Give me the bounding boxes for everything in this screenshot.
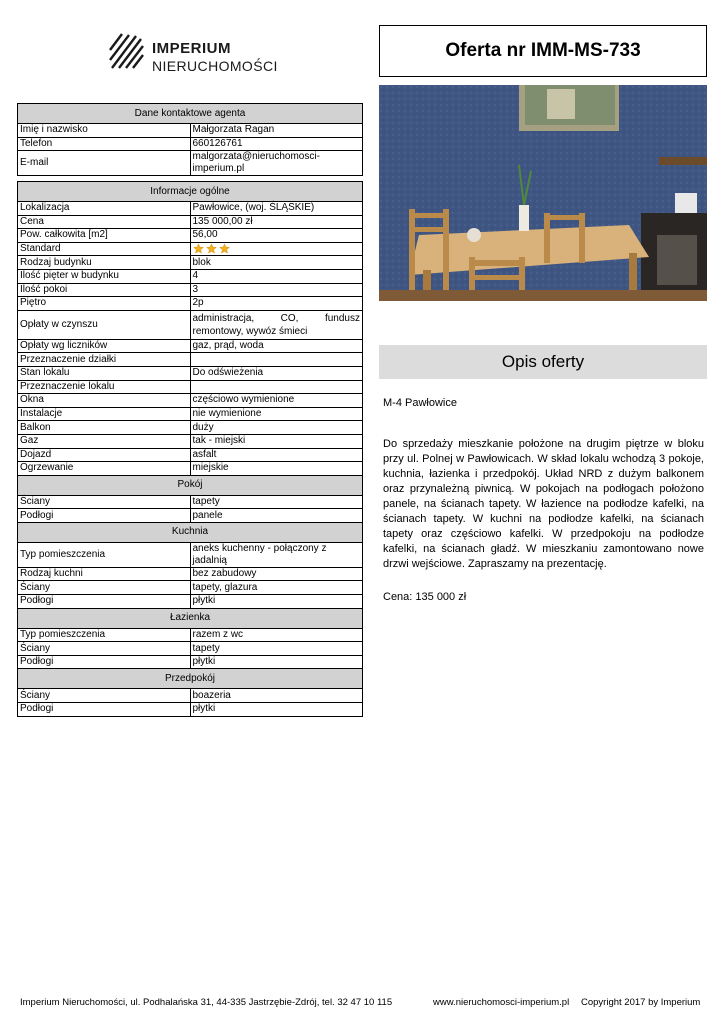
- row-label: Ogrzewanie: [18, 462, 191, 476]
- row-value: duży: [190, 421, 363, 435]
- row-value: Małgorzata Ragan: [190, 124, 363, 138]
- row-label: Rodzaj kuchni: [18, 567, 191, 581]
- row-value: panele: [190, 509, 363, 523]
- row-label: Typ pomieszczenia: [18, 628, 191, 642]
- row-label: Rodzaj budynku: [18, 256, 191, 270]
- row-label: Balkon: [18, 421, 191, 435]
- row-label: Gaz: [18, 434, 191, 448]
- table-row: [18, 567, 363, 581]
- footer-copyright: Copyright 2017 by Imperium: [581, 997, 701, 1008]
- row-label: Podłogi: [18, 509, 191, 523]
- row-value: płytki: [190, 595, 363, 609]
- table-row: [18, 151, 363, 176]
- table-row: [18, 229, 363, 243]
- row-value: tapety, glazura: [190, 581, 363, 595]
- star-icon: [193, 243, 204, 254]
- table-row: [18, 310, 363, 339]
- row-label: Ściany: [18, 642, 191, 656]
- row-label: Okna: [18, 394, 191, 408]
- footer-address: Imperium Nieruchomości, ul. Podhalańska 31, 44-335 Jastrzębie-Zdrój, tel. 32 47 10 115: [20, 997, 393, 1008]
- row-value: tapety: [190, 495, 363, 509]
- company-logo: [108, 30, 278, 78]
- row-label: Stan lokalu: [18, 366, 191, 380]
- table-row: [18, 283, 363, 297]
- table-row: [18, 339, 363, 353]
- row-label: Cena: [18, 215, 191, 229]
- table-row: [18, 297, 363, 311]
- description-header: Opis oferty: [379, 345, 707, 379]
- row-value: 135 000,00 zł: [190, 215, 363, 229]
- row-label: Ilość pięter w budynku: [18, 269, 191, 283]
- room-section-header: Łazienka: [18, 608, 363, 628]
- logo-stripes-icon: [108, 30, 148, 74]
- row-value: administracja, CO, fundusz remontowy, wywóz śmieci: [190, 310, 363, 339]
- star-icon: [219, 243, 230, 254]
- table-row: [18, 689, 363, 703]
- table-row: [18, 394, 363, 408]
- row-label: Lokalizacja: [18, 202, 191, 216]
- row-value: aneks kuchenny - połączony z jadalnią: [190, 542, 363, 567]
- room-section-header: Kuchnia: [18, 522, 363, 542]
- table-row: [18, 137, 363, 151]
- description-subtitle: M-4 Pawłowice: [383, 397, 457, 409]
- description-text: Do sprzedaży mieszkanie położone na drugim piętrze w bloku przy ul. Polnej w Pawłowicach. W skład lokalu wchodzą 3 pokoje, kuchnia, łazienka i przedpokój. Układ NRD z dużym balkonem oraz przynależną piwnicą. W pokojach na podłogach położono panele, na ścianach tapety. W łazience na podłodze kafelki, na ścianach tapety. W kuchni na podłodze kafelki, na ścianach tapety oraz częściowo kafelki. W przedpokoju na podłodze kafelki, na ścianach gładź. W mieszkaniu zamontowano nowe drzwi wejściowe. Zapraszamy na prezentację.: [383, 438, 704, 570]
- table-row: [18, 542, 363, 567]
- row-value: 4: [190, 269, 363, 283]
- table-row: [18, 202, 363, 216]
- row-value: [190, 353, 363, 367]
- row-value: blok: [190, 256, 363, 270]
- table-row: [18, 628, 363, 642]
- row-label: Piętro: [18, 297, 191, 311]
- table-row: [18, 509, 363, 523]
- row-label: Ściany: [18, 495, 191, 509]
- row-label: Podłogi: [18, 703, 191, 717]
- row-label: Instalacje: [18, 407, 191, 421]
- row-value: miejskie: [190, 462, 363, 476]
- standard-rating: [190, 242, 363, 256]
- table-row: [18, 215, 363, 229]
- row-label: E-mail: [18, 151, 191, 176]
- agent-email[interactable]: malgorzata@nieruchomosci-imperium.pl: [190, 151, 363, 176]
- row-label: Przeznaczenie działki: [18, 353, 191, 367]
- row-label: Podłogi: [18, 595, 191, 609]
- row-label: Opłaty wg liczników: [18, 339, 191, 353]
- general-info-table: [17, 181, 363, 717]
- row-value: Do odświeżenia: [190, 366, 363, 380]
- table-row: [18, 462, 363, 476]
- room-section-header: Przedpokój: [18, 669, 363, 689]
- room-section-header: Pokój: [18, 475, 363, 495]
- row-value: częściowo wymienione: [190, 394, 363, 408]
- row-value: gaz, prąd, woda: [190, 339, 363, 353]
- row-value: 3: [190, 283, 363, 297]
- table-row: [18, 242, 363, 256]
- row-label: Telefon: [18, 137, 191, 151]
- row-value: asfalt: [190, 448, 363, 462]
- logo-text-line2: NIERUCHOMOŚCI: [152, 58, 278, 74]
- row-label: Opłaty w czynszu: [18, 310, 191, 339]
- row-value: [190, 380, 363, 394]
- table-row: [18, 269, 363, 283]
- row-value: 2p: [190, 297, 363, 311]
- row-label: Pow. całkowita [m2]: [18, 229, 191, 243]
- offer-title: Oferta nr IMM-MS-733: [379, 25, 707, 77]
- table-row: [18, 448, 363, 462]
- row-value: 660126761: [190, 137, 363, 151]
- row-label: Standard: [18, 242, 191, 256]
- table-row: [18, 642, 363, 656]
- row-value: bez zabudowy: [190, 567, 363, 581]
- row-value: nie wymienione: [190, 407, 363, 421]
- table-row: [18, 421, 363, 435]
- row-value: Pawłowice, (woj. ŚLĄSKIE): [190, 202, 363, 216]
- row-label: Ściany: [18, 689, 191, 703]
- table-row: [18, 380, 363, 394]
- table-row: [18, 495, 363, 509]
- table-row: [18, 366, 363, 380]
- table-row: [18, 124, 363, 138]
- row-label: Przeznaczenie lokalu: [18, 380, 191, 394]
- row-value: 56,00: [190, 229, 363, 243]
- row-value: płytki: [190, 703, 363, 717]
- table-row: [18, 434, 363, 448]
- table-row: [18, 655, 363, 669]
- table-row: [18, 407, 363, 421]
- row-label: Typ pomieszczenia: [18, 542, 191, 567]
- row-label: Ściany: [18, 581, 191, 595]
- row-value: tak - miejski: [190, 434, 363, 448]
- price-text: Cena: 135 000 zł: [383, 591, 467, 603]
- row-value: razem z wc: [190, 628, 363, 642]
- row-label: Dojazd: [18, 448, 191, 462]
- table-row: [18, 353, 363, 367]
- row-value: tapety: [190, 642, 363, 656]
- table-row: [18, 703, 363, 717]
- table-row: [18, 595, 363, 609]
- star-icon: [206, 243, 217, 254]
- table-row: [18, 581, 363, 595]
- row-value: płytki: [190, 655, 363, 669]
- row-label: Imię i nazwisko: [18, 124, 191, 138]
- property-photo: [379, 85, 707, 301]
- row-label: Ilość pokoi: [18, 283, 191, 297]
- logo-text-line1: IMPERIUM: [152, 40, 231, 57]
- agent-contact-table: [17, 103, 363, 176]
- table-row: [18, 256, 363, 270]
- general-section-header: Informacje ogólne: [18, 182, 363, 202]
- row-value: boazeria: [190, 689, 363, 703]
- footer-website[interactable]: www.nieruchomosci-imperium.pl: [433, 997, 570, 1008]
- agent-section-header: Dane kontaktowe agenta: [18, 104, 363, 124]
- row-label: Podłogi: [18, 655, 191, 669]
